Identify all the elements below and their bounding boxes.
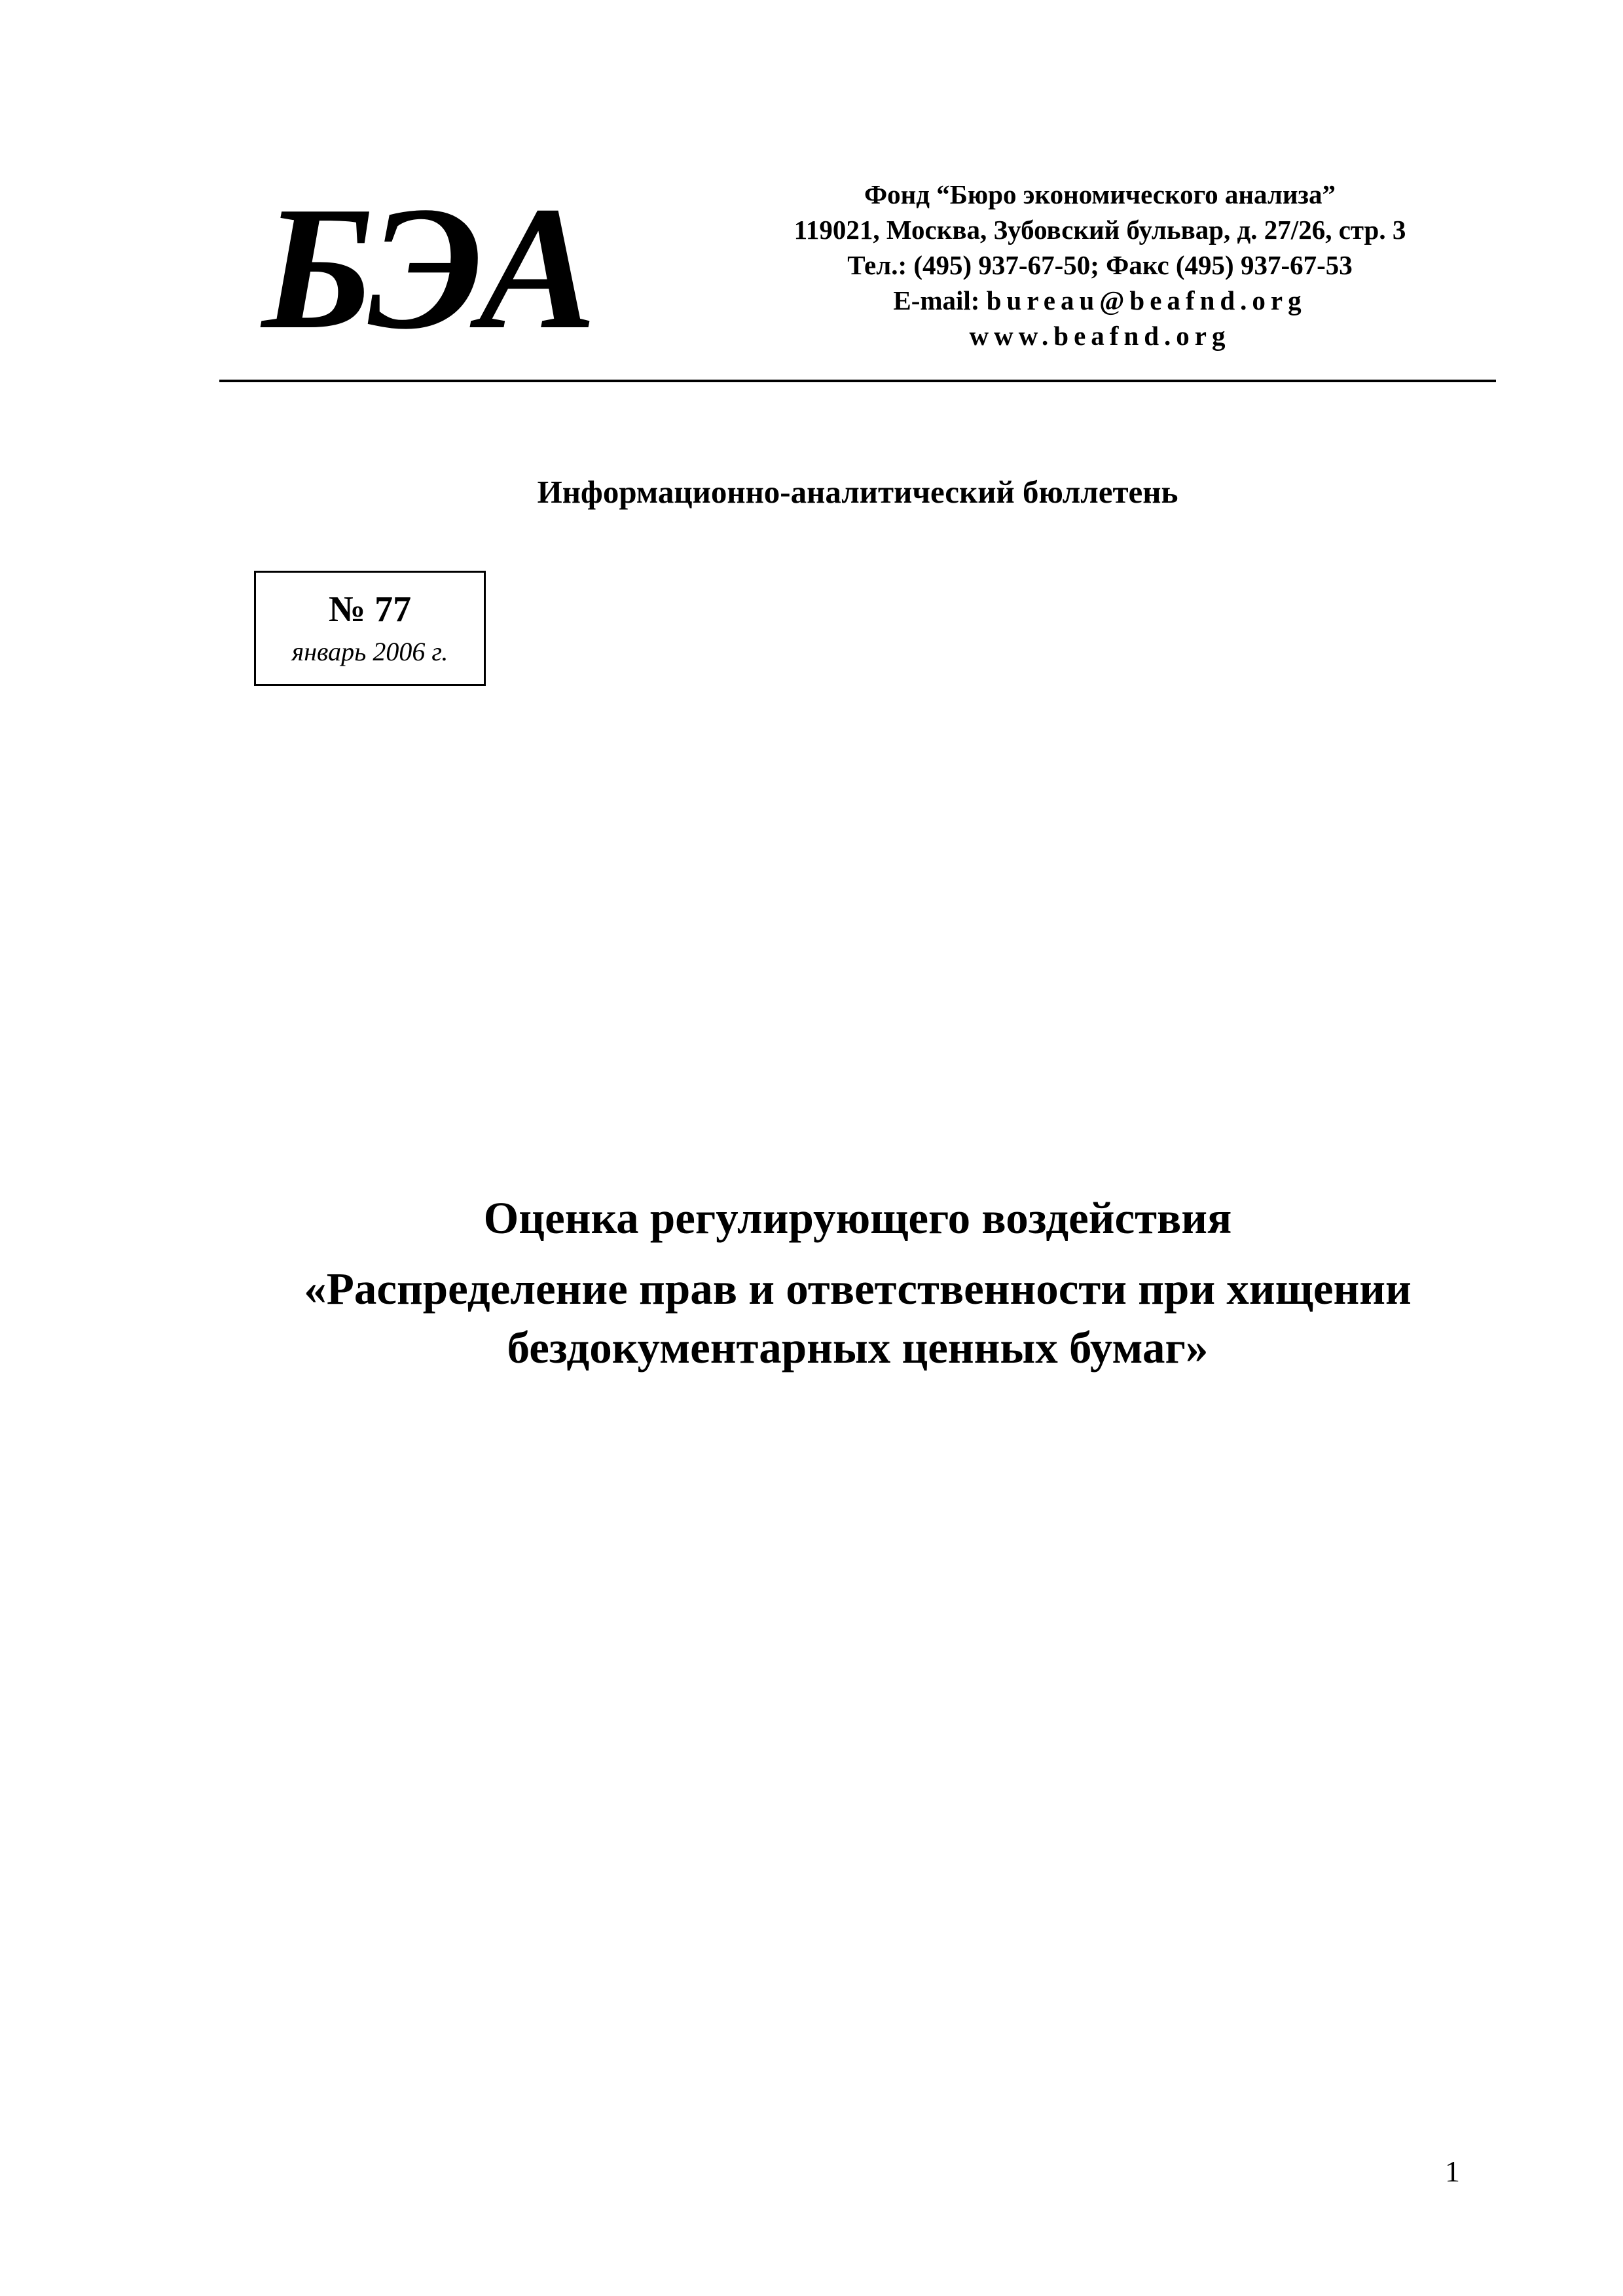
bulletin-type: Информационно-аналитический бюллетень bbox=[537, 474, 1178, 510]
report-title bbox=[219, 1191, 1496, 1377]
org-name: Фонд “Бюро экономического анализа” bbox=[864, 179, 1336, 209]
contact-block bbox=[733, 177, 1467, 353]
email-line bbox=[733, 283, 1467, 318]
issue-date: январь 2006 г. bbox=[291, 637, 448, 666]
header-divider bbox=[219, 380, 1496, 382]
address: 119021, Москва, Зубовский бульвар, д. 27/26, стр. 3 bbox=[793, 215, 1406, 245]
logo: БЭА bbox=[262, 170, 593, 366]
email-address: bureau@beafnd.org bbox=[986, 285, 1307, 315]
issue-number: № 77 bbox=[328, 589, 412, 630]
phone-fax: Тел.: (495) 937-67-50; Факс (495) 937-67-53 bbox=[847, 250, 1353, 280]
report-title-line1: Оценка регулирующего воздействия bbox=[483, 1193, 1232, 1243]
page-number: 1 bbox=[1445, 2155, 1460, 2188]
website: www.beafnd.org bbox=[969, 321, 1231, 351]
email-label: E-mail: bbox=[893, 285, 980, 315]
report-title-line2: «Распределение прав и ответственности при хищении бездокументарных ценных бумаг» bbox=[304, 1264, 1412, 1372]
issue-box bbox=[254, 571, 486, 686]
